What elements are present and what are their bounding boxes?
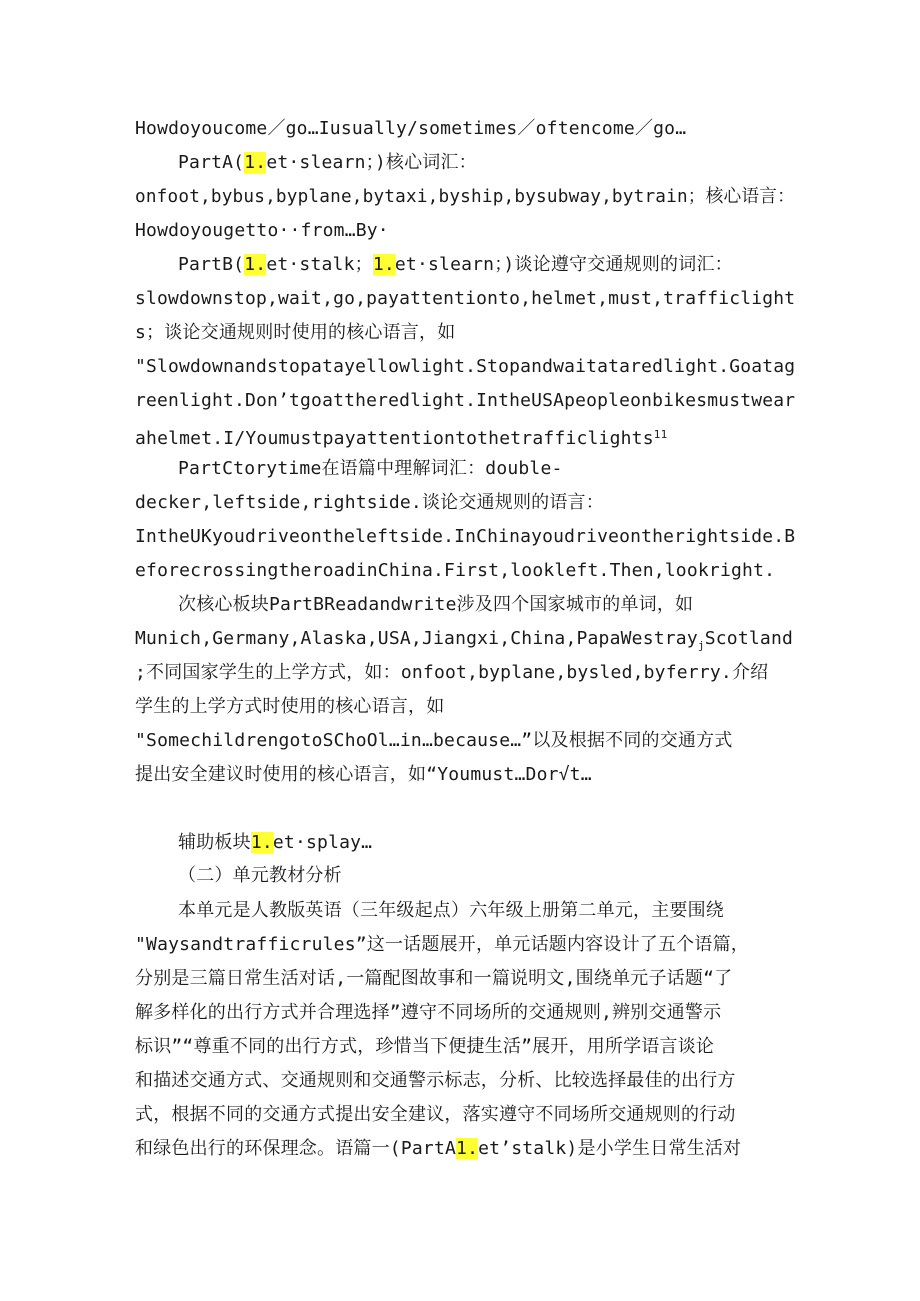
text-line: Howdoyoucome／go…Iusually/sometimes／oftencome／go… — [135, 118, 687, 139]
text-line: "SomechildrengotoSChoOl…in…because…”以及根据不同的交通方式 — [135, 730, 733, 751]
text-line: slowdownstop,wait,go,payattentionto,helmet,must,trafficlight — [135, 288, 796, 309]
text-line: PartB(1.et·stalk；1.et·slearn；)谈论遵守交通规则的词汇： — [178, 254, 733, 275]
text-line: 提出安全建议时使用的核心语言，如“Youmust…Dor√t… — [135, 764, 592, 785]
text-line: 标识”“尊重不同的出行方式，珍惜当下便捷生活”展开，用所学语言谈论 — [135, 1036, 715, 1057]
text-line: Howdoyougetto··from…By· — [135, 220, 389, 241]
text-line: 学生的上学方式时使用的核心语言，如 — [135, 696, 445, 717]
highlight-mark: 1. — [250, 832, 273, 853]
highlight-mark: 1. — [244, 152, 267, 173]
text-line: PartCtorytime在语篇中理解词汇：double- — [178, 458, 563, 479]
highlight-mark: 1. — [372, 254, 395, 275]
text-line: PartA(1.et·slearn；)核心词汇： — [178, 152, 477, 173]
text-line: eforecrossingtheroadinChina.First,lookleft.Then,lookright. — [135, 560, 776, 581]
text-line: 辅助板块1.et·splay… — [178, 832, 373, 853]
text-line: IntheUKyoudriveontheleftside.InChinayoudriveontherightside.B — [135, 526, 796, 547]
subscript-mark: j — [697, 639, 705, 652]
text-line: 本单元是人教版英语（三年级起点）六年级上册第二单元，主要围绕 — [178, 900, 724, 921]
text-line: "Slowdownandstopatayellowlight.Stopandwaitataredlight.Goatag — [135, 356, 796, 377]
text-line: 解多样化的出行方式并合理选择”遵守不同场所的交通规则,辨别交通警示 — [135, 1002, 722, 1023]
text-line: Munich,Germany,Alaska,USA,Jiangxi,China,PapaWestray$_j$Scotland — [135, 628, 794, 652]
text-line: 次核心板块PartBReadandwrite涉及四个国家城市的单词，如 — [178, 594, 694, 615]
text-line: ahelmet.I/Youmustpayattentiontothetrafficlights$^{11}$ — [135, 428, 668, 449]
text-line: 式，根据不同的交通方式提出安全建议，落实遵守不同场所交通规则的行动 — [135, 1104, 736, 1125]
text-line: 分别是三篇日常生活对话,一篇配图故事和一篇说明文,围绕单元子话题“了 — [135, 968, 733, 989]
text-line: 和绿色出行的环保理念。语篇一(PartA1.et’stalk)是小学生日常生活对 — [135, 1138, 742, 1159]
text-line: 和描述交通方式、交通规则和交通警示标志，分析、比较选择最佳的出行方 — [135, 1070, 736, 1091]
text-line: reenlight.Don’tgoattheredlight.IntheUSApeopleonbikesmustwear — [135, 390, 796, 411]
highlight-mark: 1. — [244, 254, 267, 275]
text-line: onfoot,bybus,byplane,bytaxi,byship,bysubway,bytrain；核心语言： — [135, 186, 796, 207]
text-line: s；谈论交通规则时使用的核心语言，如 — [135, 322, 456, 343]
highlight-mark: 1. — [456, 1138, 479, 1159]
text-line: ;不同国家学生的上学方式，如：onfoot,byplane,bysled,byferry.介绍 — [135, 662, 769, 683]
superscript-mark: 11 — [653, 428, 668, 441]
text-line: "Waysandtrafficrules”这一话题展开，单元话题内容设计了五个语篇， — [135, 934, 749, 955]
section-heading: （二）单元教材分析 — [178, 865, 342, 886]
text-line: decker,leftside,rightside.谈论交通规则的语言： — [135, 492, 604, 513]
